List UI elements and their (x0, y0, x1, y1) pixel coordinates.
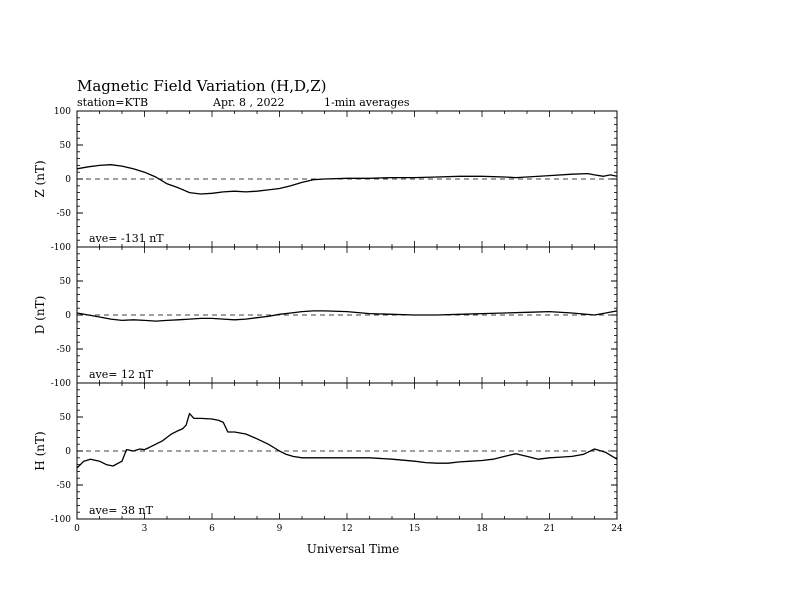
x-tick-label: 3 (141, 524, 148, 534)
x-tick-label: 12 (341, 524, 353, 534)
x-tick-label: 6 (209, 524, 215, 534)
y-tick-label-h: 0 (65, 447, 71, 457)
series-line-d (77, 311, 617, 321)
ave-label-h: ave= 38 nT (89, 504, 153, 517)
y-axis-label-z: Z (nT) (33, 160, 47, 198)
x-tick-label: 18 (476, 524, 488, 534)
x-tick-label: 21 (543, 524, 556, 534)
y-axis-label-d: D (nT) (33, 295, 47, 335)
y-tick-label-h: -100 (50, 515, 71, 525)
y-tick-label-z: 0 (65, 175, 71, 185)
ave-label-d: ave= 12 nT (89, 368, 153, 381)
station-label: station=KTB (77, 96, 149, 109)
date-label: Apr. 8 , 2022 (213, 96, 285, 109)
x-tick-label: 15 (408, 524, 421, 534)
y-tick-label-z: 100 (53, 107, 71, 117)
x-axis-label: Universal Time (306, 542, 400, 556)
y-tick-label-z: 50 (59, 141, 71, 151)
averaging-label: 1-min averages (324, 96, 410, 109)
y-tick-label-h: 50 (59, 413, 71, 423)
y-tick-label-d: 50 (59, 277, 71, 287)
x-tick-label: 0 (74, 524, 80, 534)
y-tick-label-h: -50 (56, 481, 71, 491)
y-tick-label-d: -100 (50, 379, 71, 389)
series-line-h (77, 414, 617, 468)
x-tick-label: 24 (611, 524, 623, 534)
panels-layer (33, 107, 623, 534)
y-tick-label-z: -100 (50, 243, 71, 253)
y-tick-label-z: -50 (56, 209, 71, 219)
chart-title: Magnetic Field Variation (H,D,Z) (77, 77, 327, 95)
y-tick-label-d: -50 (56, 345, 71, 355)
y-axis-label-h: H (nT) (33, 431, 47, 471)
x-tick-label: 9 (276, 524, 283, 534)
y-tick-label-d: 0 (65, 311, 71, 321)
ave-label-z: ave= -131 nT (89, 232, 164, 245)
